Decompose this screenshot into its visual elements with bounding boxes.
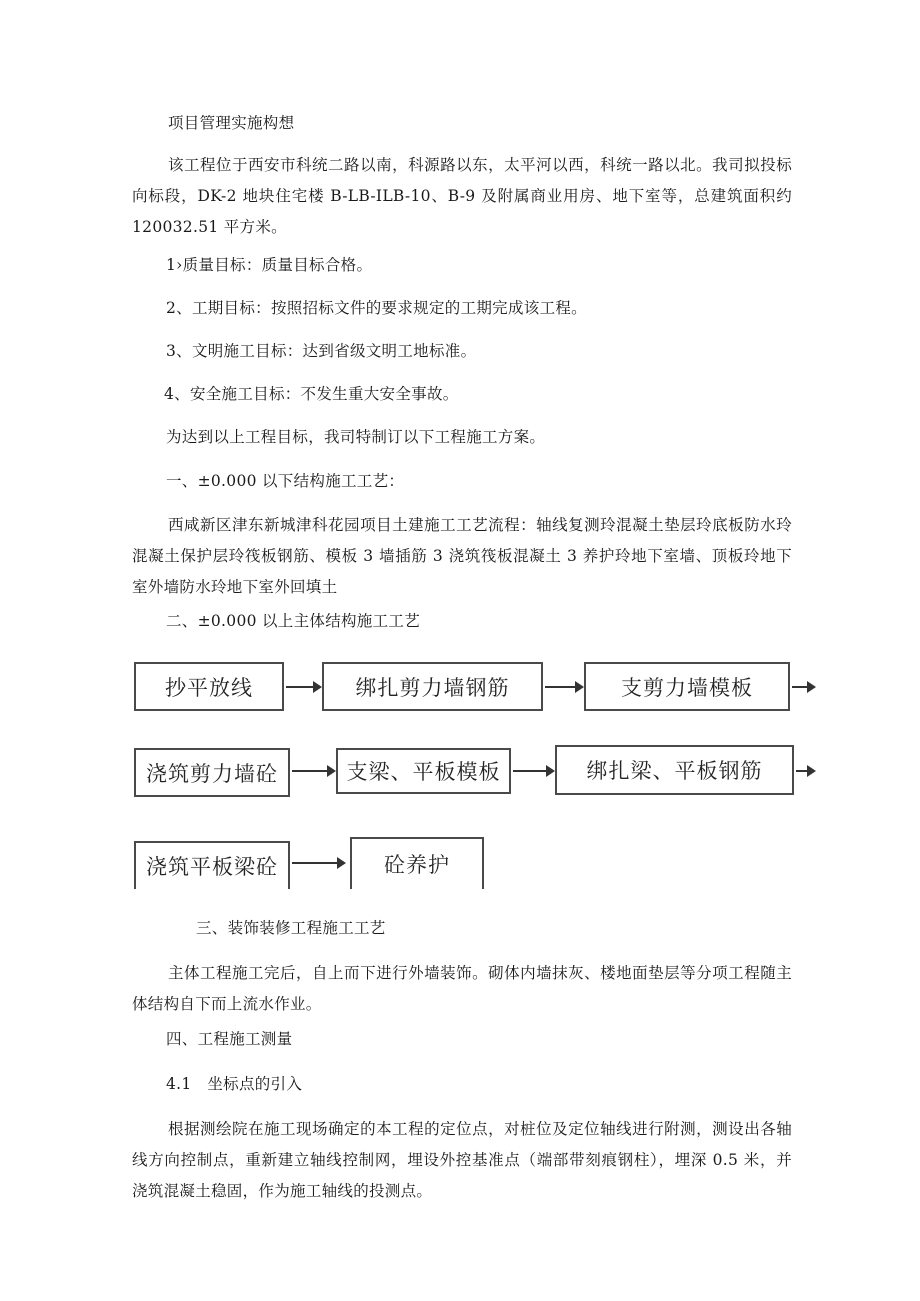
- flow-step-leveling: 抄平放线: [134, 662, 284, 711]
- goal-civilized: 3、文明施工目标：达到省级文明工地标准。: [166, 342, 477, 360]
- section4-1-title: 4.1 坐标点的引入: [166, 1075, 303, 1093]
- goal-safety: 4、安全施工目标：不发生重大安全事故。: [164, 385, 459, 403]
- doc-heading: 项目管理实施构想: [168, 114, 295, 132]
- flow-step-wall-concrete: 浇筑剪力墙砼: [134, 748, 290, 797]
- flow-arrow-5: [513, 770, 553, 772]
- flow-step-curing: 砼养护: [350, 837, 484, 889]
- section4-title: 四、工程施工测量: [166, 1030, 293, 1048]
- section1-body: 西咸新区津东新城津科花园项目土建施工工艺流程：轴线复测玲混凝土垫层玲底板防水玲混凝土保护层玲筏板钢筋、模板 3 墙插筋 3 浇筑筏板混凝土 3 养护玲地下室墙、顶板玲地下室外墙防水玲地下室外回填土: [132, 516, 792, 596]
- flow-arrow-3: [792, 686, 814, 688]
- flow-arrow-2: [545, 686, 582, 688]
- flow-step-slab-beam-concrete: 浇筑平板梁砼: [134, 841, 290, 889]
- flow-step-beam-slab-formwork: 支梁、平板模板: [336, 748, 511, 794]
- flow-arrow-4: [292, 770, 334, 772]
- flow-arrow-1: [286, 686, 320, 688]
- flow-step-wall-rebar: 绑扎剪力墙钢筋: [322, 662, 543, 711]
- section2-title: 二、±0.000 以上主体结构施工工艺: [166, 612, 420, 630]
- goals-summary: 为达到以上工程目标，我司特制订以下工程施工方案。: [166, 428, 546, 446]
- section3-title: 三、装饰装修工程施工工艺: [196, 919, 386, 937]
- goal-quality: 1›质量目标：质量目标合格。: [166, 256, 373, 274]
- flow-step-wall-formwork: 支剪力墙模板: [584, 662, 790, 711]
- flow-arrow-7: [292, 862, 344, 864]
- flow-step-beam-slab-rebar: 绑扎梁、平板钢筋: [555, 745, 794, 795]
- section4-1-body: 根据测绘院在施工现场确定的本工程的定位点，对桩位及定位轴线进行附测，测设出各轴线方向控制点，重新建立轴线控制网，埋设外控基准点（端部带刻痕钢柱），埋深 0.5 米，并浇筑混凝土稳固，作为施工轴线的投测点。: [132, 1120, 792, 1200]
- section3-body: 主体工程施工完后，自上而下进行外墙装饰。砌体内墙抹灰、楼地面垫层等分项工程随主体结构自下而上流水作业。: [132, 964, 792, 1013]
- flow-arrow-6: [796, 770, 814, 772]
- intro-paragraph: 该工程位于西安市科统二路以南，科源路以东，太平河以西，科统一路以北。我司拟投标向标段，DK-2 地块住宅楼 B-LB-ILB-10、B-9 及附属商业用房、地下室等，总建筑面积约 120032.51 平方米。: [132, 156, 792, 236]
- section1-title: 一、±0.000 以下结构施工工艺：: [166, 472, 405, 490]
- goal-schedule: 2、工期目标：按照招标文件的要求规定的工期完成该工程。: [166, 299, 587, 317]
